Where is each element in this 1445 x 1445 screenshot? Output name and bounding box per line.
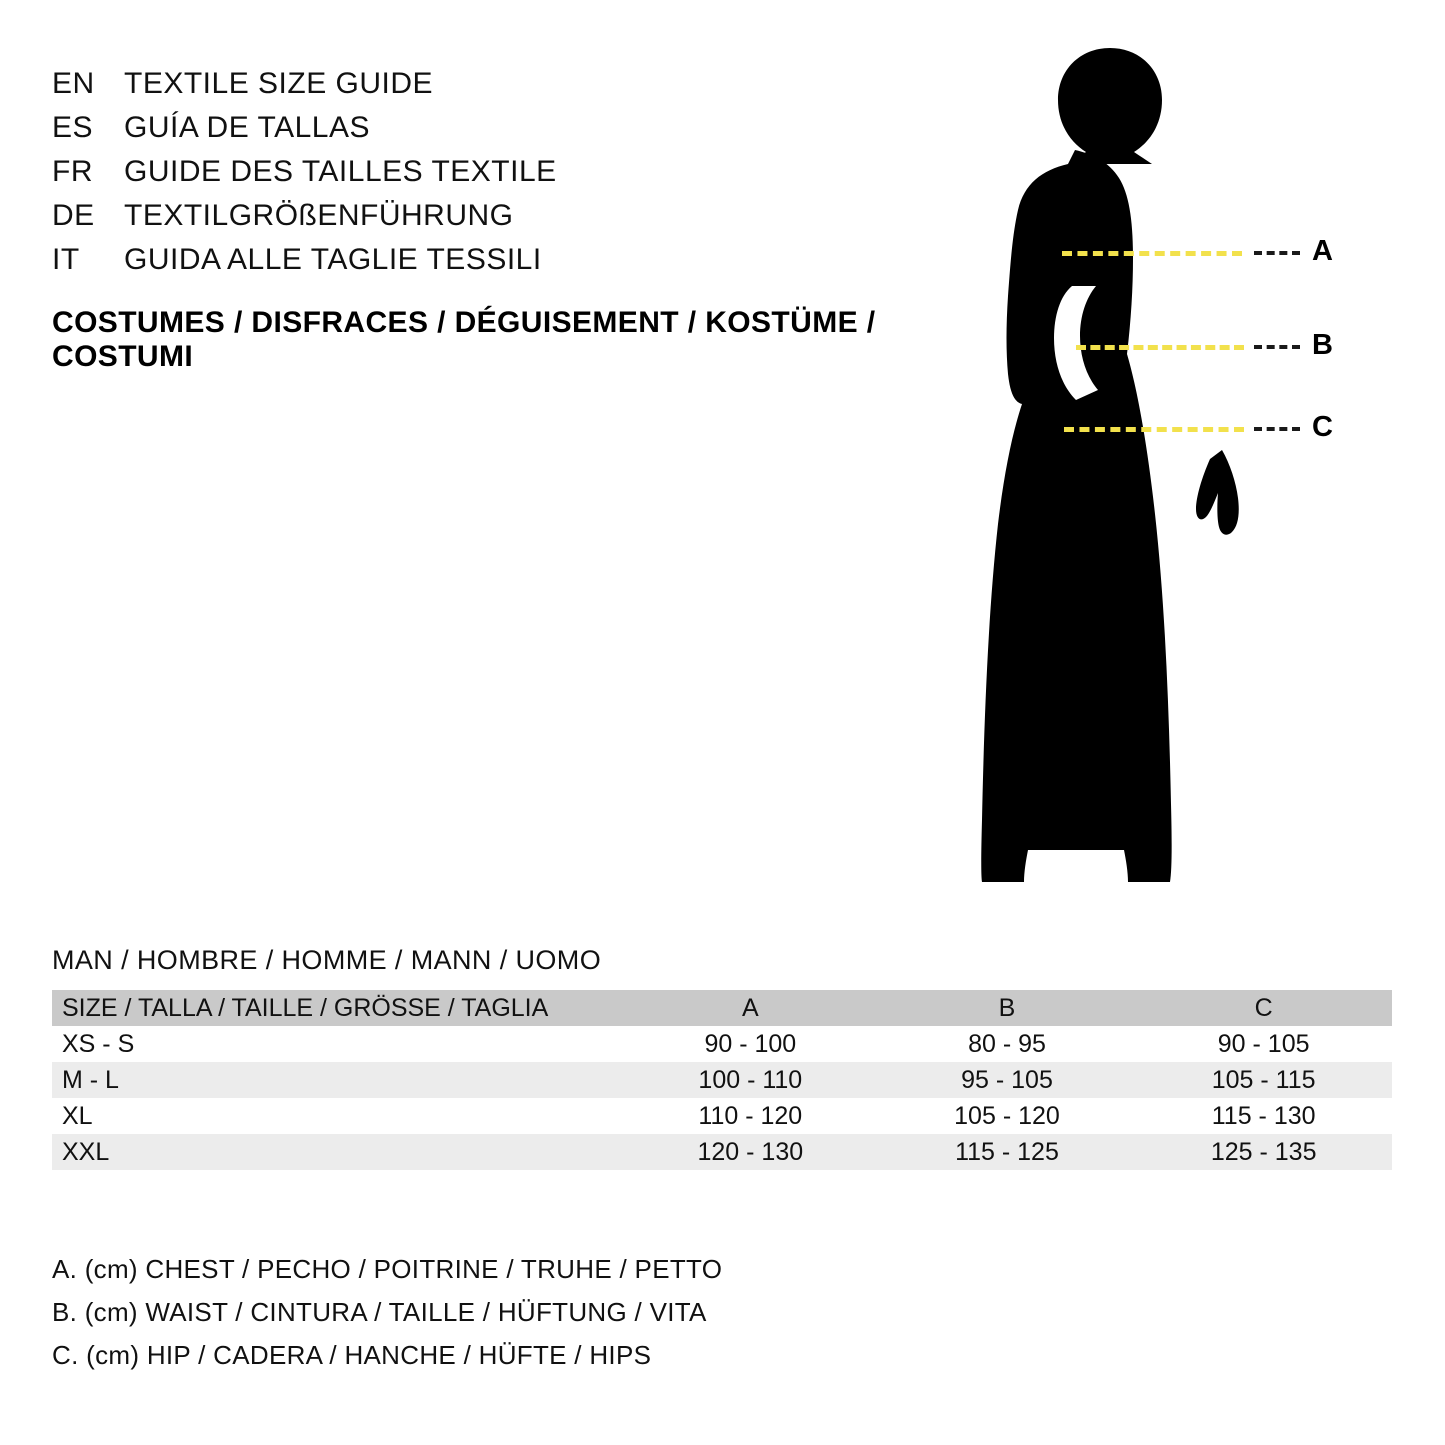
language-row-es <box>52 106 1012 150</box>
language-code-it: IT <box>52 243 80 276</box>
language-text-es: GUÍA DE TALLAS <box>124 111 370 144</box>
chest-measure-line <box>1062 251 1242 256</box>
hip-measure-line <box>1064 427 1244 432</box>
chest-leader-line <box>1254 251 1300 255</box>
costumes-subtitle: COSTUMES / DISFRACES / DÉGUISEMENT / KOSTÜME / COSTUMI <box>52 306 876 373</box>
legend-line-b: B. (cm) WAIST / CINTURA / TAILLE / HÜFTUNG / VITA <box>52 1297 707 1327</box>
table-row <box>52 1134 1392 1170</box>
language-code-es: ES <box>52 111 94 144</box>
column-header-size: SIZE / TALLA / TAILLE / GRÖSSE / TAGLIA <box>62 993 549 1022</box>
waist-leader-line <box>1254 345 1300 349</box>
cell-a: 120 - 130 <box>697 1137 804 1166</box>
language-row-it <box>52 238 1012 282</box>
language-text-it: GUIDA ALLE TAGLIE TESSILI <box>124 243 542 276</box>
column-header-a: A <box>741 993 759 1022</box>
column-header-c: C <box>1254 993 1273 1022</box>
cell-a: 100 - 110 <box>698 1065 803 1094</box>
table-row <box>52 1026 1392 1062</box>
language-code-de: DE <box>52 199 95 232</box>
column-header-b: B <box>998 993 1016 1022</box>
cell-c: 125 - 135 <box>1210 1137 1317 1166</box>
waist-measure-line <box>1076 345 1244 350</box>
language-code-en: EN <box>52 67 95 100</box>
language-header-block <box>52 62 1012 374</box>
cell-a: 90 - 100 <box>704 1029 797 1058</box>
size-table-body <box>52 1026 1392 1170</box>
size-table-head <box>52 990 1392 1026</box>
language-text-fr: GUIDE DES TAILLES TEXTILE <box>124 155 557 188</box>
cell-b: 80 - 95 <box>968 1029 1046 1058</box>
cell-c: 115 - 130 <box>1211 1101 1316 1130</box>
cell-b: 95 - 105 <box>961 1065 1053 1094</box>
cell-size: XS - S <box>62 1029 135 1058</box>
figure-area <box>960 30 1380 910</box>
body-silhouette-icon <box>960 30 1300 910</box>
cell-b: 115 - 125 <box>955 1137 1059 1166</box>
size-table <box>52 990 1392 1170</box>
cell-size: XXL <box>62 1137 110 1166</box>
table-row <box>52 1098 1392 1134</box>
legend-line-c: C. (cm) HIP / CADERA / HANCHE / HÜFTE / HIPS <box>52 1340 652 1370</box>
table-group-title: MAN / HOMBRE / HOMME / MANN / UOMO <box>52 945 602 975</box>
language-row-de <box>52 194 1012 238</box>
cell-a: 110 - 120 <box>698 1101 803 1130</box>
measure-label-c: C <box>1312 411 1333 443</box>
cell-c: 105 - 115 <box>1211 1065 1316 1094</box>
language-row-fr <box>52 150 1012 194</box>
language-text-en: TEXTILE SIZE GUIDE <box>124 67 434 100</box>
measure-label-a: A <box>1312 235 1333 267</box>
language-code-fr: FR <box>52 155 93 188</box>
legend-line-a: A. (cm) CHEST / PECHO / POITRINE / TRUHE / PETTO <box>52 1254 723 1284</box>
measure-label-b: B <box>1312 329 1333 361</box>
cell-size: XL <box>62 1101 93 1130</box>
measurement-legend <box>52 1248 1152 1377</box>
size-table-section <box>52 945 1392 1170</box>
table-row <box>52 1062 1392 1098</box>
cell-size: M - L <box>62 1065 119 1094</box>
hip-leader-line <box>1254 427 1300 431</box>
table-header-row <box>52 990 1392 1026</box>
language-row-en <box>52 62 1012 106</box>
cell-b: 105 - 120 <box>954 1101 1060 1130</box>
cell-c: 90 - 105 <box>1217 1029 1310 1058</box>
language-text-de: TEXTILGRÖßENFÜHRUNG <box>124 199 514 232</box>
